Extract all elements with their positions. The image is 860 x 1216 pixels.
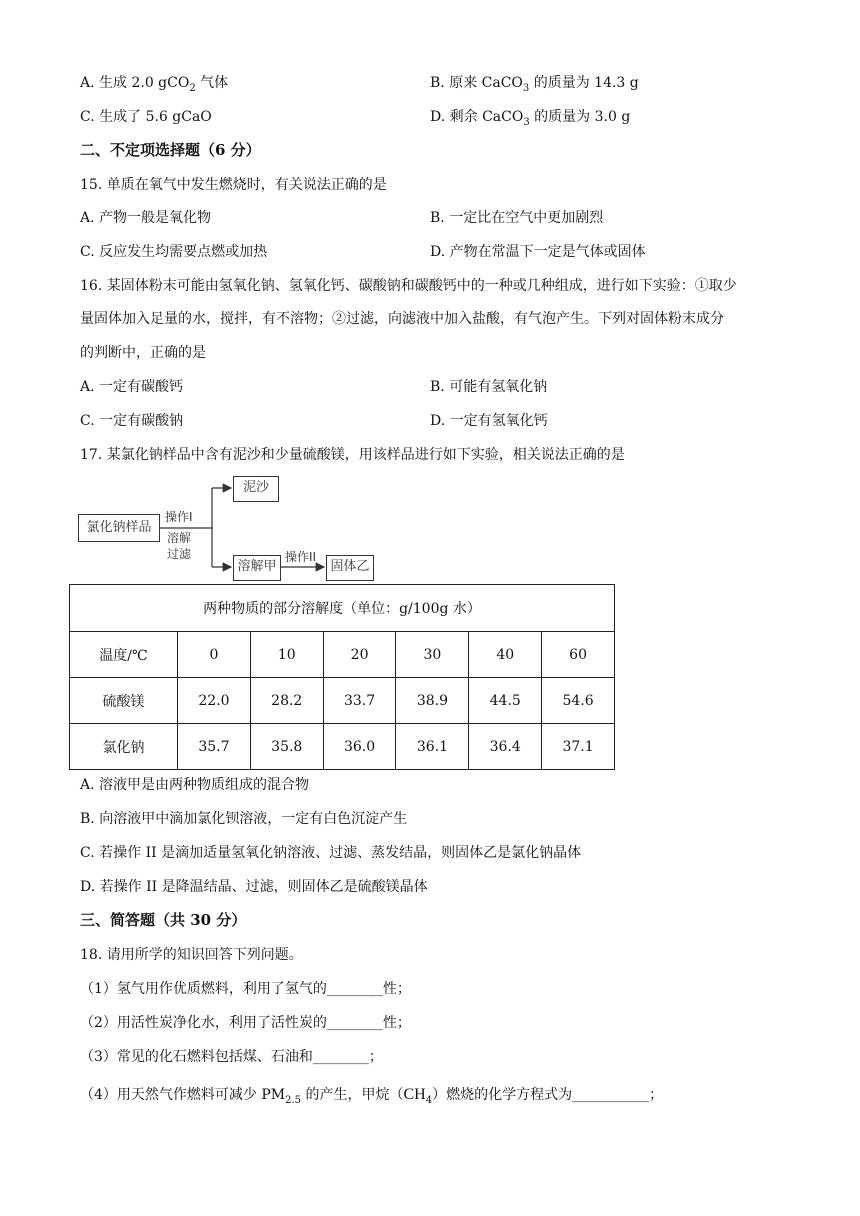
solubility-table [69, 584, 615, 770]
table-cell: 30 [396, 632, 469, 678]
table-row-temperature [70, 632, 615, 678]
q16-option-a: A. 一定有碳酸钙 [80, 379, 184, 395]
q16-stem-line-2: 量固体加入足量的水，搅拌，有不溶物；②过滤，向滤液中加入盐酸，有气泡产生。下列对固体粉末成分 [80, 311, 724, 327]
table-cell: 氯化钠 [70, 724, 178, 770]
table-cell: 20 [323, 632, 396, 678]
flow-op1-label-3: 过滤 [167, 547, 192, 561]
flow-sample-box: 氯化钠样品 [78, 514, 160, 542]
flow-sand-box: 泥沙 [233, 476, 279, 502]
section-2-heading: 二、不定项选择题（6 分） [80, 141, 261, 159]
q15-option-b: B. 一定比在空气中更加剧烈 [430, 210, 604, 226]
table-cell: 44.5 [469, 678, 542, 724]
q14-option-a: A. 生成 2.0 gCO$_2$ 气体 [80, 75, 229, 94]
q17-option-c: C. 若操作 II 是滴加适量氢氧化钠溶液、过滤、蒸发结晶，则固体乙是氯化钠晶体 [80, 845, 582, 861]
table-cell: 36.1 [396, 724, 469, 770]
flow-op1-label-2: 溶解 [167, 531, 192, 545]
q16-stem-line-3: 的判断中，正确的是 [80, 345, 206, 361]
q17-option-d: D. 若操作 II 是降温结晶、过滤，则固体乙是硫酸镁晶体 [80, 879, 428, 895]
flow-solid-box: 固体乙 [326, 555, 374, 581]
table-cell: 60 [542, 632, 615, 678]
table-cell: 33.7 [323, 678, 396, 724]
q17-stem: 17. 某氯化钠样品中含有泥沙和少量硫酸镁，用该样品进行如下实验，相关说法正确的是 [80, 447, 625, 463]
flow-op1-label-1: 操作I [165, 510, 193, 524]
flow-op2-label: 操作II [285, 550, 317, 564]
table-cell: 0 [178, 632, 251, 678]
q15-option-c: C. 反应发生均需要点燃或加热 [80, 244, 268, 260]
q18-part-3: （3）常见的化石燃料包括煤、石油和________； [80, 1049, 383, 1065]
q18-stem: 18. 请用所学的知识回答下列问题。 [80, 947, 303, 963]
q17-option-b: B. 向溶液甲中滴加氯化钡溶液，一定有白色沉淀产生 [80, 811, 408, 827]
table-caption: 两种物质的部分溶解度（单位：g/100g 水） [70, 585, 615, 632]
table-cell: 35.7 [178, 724, 251, 770]
q16-option-d: D. 一定有氢氧化钙 [430, 413, 548, 429]
q18-part-2: （2）用活性炭净化水，利用了活性炭的________性； [80, 1015, 411, 1031]
q16-option-b: B. 可能有氢氧化钠 [430, 379, 548, 395]
q14-option-c: C. 生成了 5.6 gCaO [80, 109, 212, 125]
q15-stem: 15. 单质在氧气中发生燃烧时，有关说法正确的是 [80, 177, 387, 193]
table-cell: 35.8 [250, 724, 323, 770]
flow-diagram-connectors [0, 0, 860, 600]
table-row-magnesium-sulfate [70, 678, 615, 724]
q17-option-a: A. 溶液甲是由两种物质组成的混合物 [80, 777, 310, 793]
q14-option-d: D. 剩余 CaCO$_3$ 的质量为 3.0 g [430, 109, 631, 128]
table-cell: 40 [469, 632, 542, 678]
table-row-sodium-chloride [70, 724, 615, 770]
q14-option-b: B. 原来 CaCO$_3$ 的质量为 14.3 g [430, 75, 639, 94]
table-cell: 54.6 [542, 678, 615, 724]
table-cell: 28.2 [250, 678, 323, 724]
flow-solution-box: 溶解甲 [233, 555, 281, 581]
q15-option-a: A. 产物一般是氧化物 [80, 210, 212, 226]
table-cell: 硫酸镁 [70, 678, 178, 724]
table-cell: 36.4 [469, 724, 542, 770]
table-cell: 38.9 [396, 678, 469, 724]
table-cell: 温度/℃ [70, 632, 178, 678]
q16-option-c: C. 一定有碳酸钠 [80, 413, 184, 429]
table-cell: 22.0 [178, 678, 251, 724]
q15-option-d: D. 产物在常温下一定是气体或固体 [430, 244, 646, 260]
section-3-heading: 三、简答题（共 30 分） [80, 911, 247, 929]
table-cell: 10 [250, 632, 323, 678]
q18-part-1: （1）氢气用作优质燃料，利用了氢气的________性； [80, 981, 411, 997]
table-cell: 36.0 [323, 724, 396, 770]
table-cell: 37.1 [542, 724, 615, 770]
q18-part-4: （4）用天然气作燃料可减少 $PM_{2.5}$ 的产生，甲烷$(CH_4)$燃烧的化学方程式为___________； [80, 1086, 664, 1106]
q16-stem-line-1: 16. 某固体粉末可能由氢氧化钠、氢氧化钙、碳酸钠和碳酸钙中的一种或几种组成，进行如下实验：①取少 [80, 278, 737, 294]
